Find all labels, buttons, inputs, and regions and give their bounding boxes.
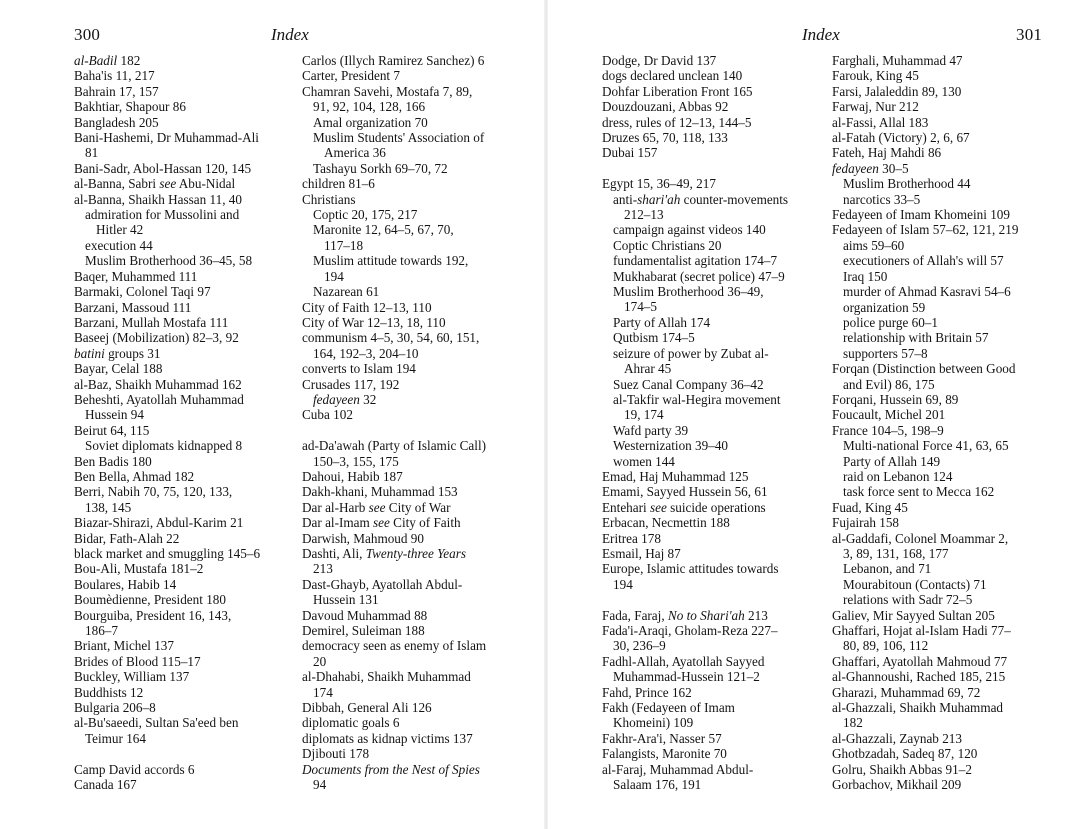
index-subentry: Mukhabarat (secret police) 47–9	[613, 268, 785, 284]
index-subentry: Iraq 150	[843, 268, 888, 284]
index-entry: al-Ghannoushi, Rached 185, 215	[832, 669, 1006, 685]
index-subentry: Coptic 20, 175, 217	[313, 207, 418, 223]
index-subentry: seizure of power by Zubat al- Ahrar 45	[613, 345, 769, 377]
index-entry: Beheshti, Ayatollah Muhammad Hussein 94	[74, 391, 244, 423]
index-entry: Baha'is 11, 217	[74, 68, 155, 84]
index-entry: al-Fatah (Victory) 2, 6, 67	[832, 130, 970, 146]
index-entry: Bakhtiar, Shapour 86	[74, 99, 186, 115]
index-entry: Boulares, Habib 14	[74, 576, 177, 592]
index-entry: Fedayeen of Imam Khomeini 109	[832, 207, 1010, 223]
index-entry: Fadhl-Allah, Ayatollah Sayyed Muhammad-Hussein 121–2	[602, 653, 765, 685]
index-entry: Biazar-Shirazi, Abdul-Karim 21	[74, 515, 244, 531]
index-entry: Egypt 15, 36–49, 217	[602, 176, 716, 192]
letter-gap	[602, 592, 838, 607]
index-entry: ad-Da'awah (Party of Islamic Call) 150–3, 155, 175	[302, 438, 487, 469]
index-entry: Druzes 65, 70, 118, 133	[602, 130, 728, 146]
running-head: Index	[271, 25, 309, 44]
index-entry: France 104–5, 198–9	[832, 422, 944, 438]
index-entry: Erbacan, Necmettin 188	[602, 515, 730, 531]
index-entry: Chamran Savehi, Mostafa 7, 89, 91, 92, 104, 128, 166	[302, 83, 473, 115]
index-entry: Barzani, Massoud 111	[74, 299, 192, 315]
index-entry: Darwish, Mahmoud 90	[302, 530, 424, 546]
index-entry: Dahoui, Habib 187	[302, 468, 403, 484]
index-entry: Brides of Blood 115–17	[74, 653, 201, 669]
letter-gap	[602, 161, 838, 176]
index-entry: dress, rules of 12–13, 144–5	[602, 114, 752, 130]
index-entry: al-Bu'saeedi, Sultan Sa'eed ben Teimur 164	[74, 715, 239, 746]
index-entry: al-Gaddafi, Colonel Moammar 2, 3, 89, 131, 168, 177	[832, 530, 1009, 561]
index-entry: al-Banna, Sabri see Abu-Nidal	[74, 176, 236, 192]
index-entry: Eritrea 178	[602, 530, 661, 546]
index-subentry: supporters 57–8	[843, 345, 928, 361]
index-entry: Bourguiba, President 16, 143, 186–7	[74, 607, 232, 639]
index-entry: Beirut 64, 115	[74, 422, 150, 438]
index-subentry: Qutbism 174–5	[613, 330, 695, 346]
index-entry: communism 4–5, 30, 54, 60, 151, 164, 192–3, 204–10	[302, 330, 480, 361]
index-entry: Bahrain 17, 157	[74, 83, 159, 99]
index-entry: Dast-Ghayb, Ayatollah Abdul- Hussein 131	[302, 576, 463, 608]
index-entry: batini groups 31	[74, 345, 161, 361]
index-entry: Barzani, Mullah Mostafa 111	[74, 314, 229, 330]
index-column	[602, 53, 838, 792]
index-subentry: Tashayu Sorkh 69–70, 72	[313, 160, 448, 176]
index-entry: Bidar, Fath-Alah 22	[74, 530, 180, 546]
index-entry: Briant, Michel 137	[74, 638, 174, 654]
index-entry: al-Ghazzali, Zaynab 213	[832, 730, 962, 746]
index-entry: black market and smuggling 145–6	[74, 546, 261, 561]
index-entry: Djibouti 178	[302, 746, 370, 762]
index-entry: Fedayeen of Islam 57–62, 121, 219	[832, 222, 1019, 238]
index-entry: Buckley, William 137	[74, 669, 190, 685]
index-entry: Dashti, Ali, Twenty-three Years 213	[302, 545, 466, 577]
page-number: 301	[1016, 25, 1043, 44]
index-entry: Dar al-Imam see City of Faith	[302, 515, 461, 531]
index-entry: Carlos (Illych Ramirez Sanchez) 6	[302, 53, 485, 68]
index-entry: Fada'i-Araqi, Gholam-Reza 227– 30, 236–9	[602, 623, 778, 654]
index-subentry: Westernization 39–40	[613, 438, 729, 454]
index-entry: Documents from the Nest of Spies 94	[302, 761, 480, 793]
index-entry: al-Dhahabi, Shaikh Muhammad 174	[302, 669, 471, 700]
index-subentry: fedayeen 32	[313, 391, 377, 407]
index-entry: Ben Bella, Ahmad 182	[74, 468, 195, 484]
index-entry: Ghotbzadah, Sadeq 87, 120	[832, 746, 978, 762]
index-entry: al-Baz, Shaikh Muhammad 162	[74, 376, 242, 392]
index-entry: al-Faraj, Muhammad Abdul- Salaam 176, 191	[602, 761, 754, 793]
index-subentry: Mourabitoun (Contacts) 71	[843, 576, 987, 592]
index-entry: converts to Islam 194	[302, 361, 416, 377]
index-entry: Baqer, Muhammed 111	[74, 268, 198, 284]
index-entry: Canada 167	[74, 777, 137, 793]
index-subentry: Party of Allah 174	[613, 314, 711, 330]
index-entry: Christians	[302, 191, 356, 207]
index-entry: Berri, Nabih 70, 75, 120, 133, 138, 145	[74, 484, 233, 515]
index-subentry: Muslim Students' Association of America 36	[313, 130, 485, 161]
index-entry: Douzdouzani, Abbas 92	[602, 99, 729, 115]
index-entry: Farghali, Muhammad 47	[832, 53, 963, 68]
index-subentry: police purge 60–1	[843, 314, 938, 330]
index-entry: Boumèdienne, President 180	[74, 592, 226, 608]
index-entry: Ben Badis 180	[74, 453, 152, 469]
index-entry: Farwaj, Nur 212	[832, 99, 919, 115]
index-entry: Emad, Haj Muhammad 125	[602, 468, 749, 484]
index-entry: Davoud Muhammad 88	[302, 607, 428, 623]
index-entry: Ghaffari, Hojat al-Islam Hadi 77– 80, 89, 106, 112	[832, 623, 1011, 654]
index-entry: al-Ghazzali, Shaikh Muhammad 182	[832, 700, 1004, 731]
index-entry: Bangladesh 205	[74, 114, 159, 130]
index-entry: Fujairah 158	[832, 515, 900, 531]
index-entry: Bou-Ali, Mustafa 181–2	[74, 561, 204, 577]
index-entry: Forqani, Hussein 69, 89	[832, 391, 959, 407]
index-entry: fedayeen 30–5	[832, 160, 909, 176]
index-entry: Buddhists 12	[74, 684, 144, 700]
index-entry: Fada, Faraj, No to Shari'ah 213	[602, 607, 768, 623]
index-entry: Fakh (Fedayeen of Imam Khomeini) 109	[602, 700, 735, 731]
index-entry: Europe, Islamic attitudes towards 194	[602, 561, 779, 592]
index-entry: Dubai 157	[602, 145, 658, 161]
index-subentry: murder of Ahmad Kasravi 54–6	[843, 284, 1011, 300]
index-entry: Forqan (Distinction between Good and Evil) 86, 175	[832, 361, 1016, 392]
index-entry: Cuba 102	[302, 407, 353, 423]
index-entry: children 81–6	[302, 176, 375, 192]
index-entry: Fateh, Haj Mahdi 86	[832, 145, 942, 161]
index-entry: al-Fassi, Allal 183	[832, 114, 929, 130]
index-column	[74, 53, 310, 792]
index-subentry: Muslim attitude towards 192, 194	[313, 253, 469, 284]
index-subentry: Nazarean 61	[313, 284, 380, 300]
index-entry: Ghaffari, Ayatollah Mahmoud 77	[832, 653, 1008, 669]
index-entry: Crusades 117, 192	[302, 376, 400, 392]
index-entry: City of War 12–13, 18, 110	[302, 314, 446, 330]
index-subentry: campaign against videos 140	[613, 222, 766, 238]
index-entry: Entehari see suicide operations	[602, 499, 766, 515]
index-subentry: Lebanon, and 71	[843, 561, 932, 577]
index-entry: democracy seen as enemy of Islam 20	[302, 638, 487, 669]
index-subentry: task force sent to Mecca 162	[843, 484, 995, 500]
index-entry: al-Badil 182	[74, 53, 141, 68]
index-subentry: admiration for Mussolini and Hitler 42	[85, 207, 240, 238]
index-subentry: women 144	[613, 453, 675, 469]
index-subentry: executioners of Allah's will 57	[843, 253, 1004, 269]
index-entry: diplomats as kidnap victims 137	[302, 730, 473, 746]
index-entry: diplomatic goals 6	[302, 715, 400, 731]
letter-gap	[74, 746, 310, 761]
index-subentry: anti-shari'ah counter-movements 212–13	[613, 191, 789, 223]
index-subentry: relationship with Britain 57	[843, 330, 989, 346]
index-entry: Farsi, Jalaleddin 89, 130	[832, 83, 962, 99]
running-head: Index	[802, 25, 840, 44]
index-entry: Foucault, Michel 201	[832, 407, 946, 423]
index-entry: Gharazi, Muhammad 69, 72	[832, 684, 981, 700]
index-subentry: Suez Canal Company 36–42	[613, 376, 764, 392]
index-entry: Fakhr-Ara'i, Nasser 57	[602, 730, 722, 746]
index-subentry: fundamentalist agitation 174–7	[613, 253, 778, 269]
index-entry: Dohfar Liberation Front 165	[602, 83, 753, 99]
index-subentry: al-Takfir wal-Hegira movement 19, 174	[613, 391, 781, 423]
index-entry: Bani-Hashemi, Dr Muhammad-Ali 81	[74, 130, 259, 161]
index-column	[302, 53, 538, 792]
index-entry: al-Banna, Shaikh Hassan 11, 40	[74, 191, 242, 207]
index-entry: Dakh-khani, Muhammad 153	[302, 484, 458, 500]
index-entry: Dar al-Harb see City of War	[302, 499, 451, 515]
index-entry: City of Faith 12–13, 110	[302, 299, 432, 315]
index-subentry: aims 59–60	[843, 237, 905, 253]
index-subentry: Soviet diplomats kidnapped 8	[85, 438, 243, 454]
index-entry: Bayar, Celal 188	[74, 361, 163, 377]
index-entry: Carter, President 7	[302, 68, 400, 84]
index-subentry: organization 59	[843, 299, 926, 315]
index-subentry: raid on Lebanon 124	[843, 468, 953, 484]
index-subentry: Wafd party 39	[613, 422, 689, 438]
index-entry: Fuad, King 45	[832, 499, 908, 515]
right-page	[546, 0, 1092, 829]
index-entry: Bani-Sadr, Abol-Hassan 120, 145	[74, 160, 252, 176]
index-subentry: Coptic Christians 20	[613, 237, 722, 253]
index-entry: Falangists, Maronite 70	[602, 746, 727, 762]
letter-gap	[302, 423, 538, 438]
index-subentry: Maronite 12, 64–5, 67, 70, 117–18	[313, 222, 454, 253]
index-entry: Gorbachov, Mikhail 209	[832, 777, 962, 793]
index-entry: dogs declared unclean 140	[602, 68, 743, 84]
index-column	[832, 53, 1068, 793]
index-entry: Baseej (Mobilization) 82–3, 92	[74, 330, 239, 346]
index-entry: Camp David accords 6	[74, 761, 195, 777]
index-entry: Bulgaria 206–8	[74, 700, 156, 716]
index-entry: Demirel, Suleiman 188	[302, 623, 425, 639]
index-entry: Dodge, Dr David 137	[602, 53, 717, 68]
index-subentry: Muslim Brotherhood 44	[843, 176, 971, 192]
index-entry: Esmail, Haj 87	[602, 545, 681, 561]
index-entry: Golru, Shaikh Abbas 91–2	[832, 761, 972, 777]
index-entry: Farouk, King 45	[832, 68, 919, 84]
index-subentry: Multi-national Force 41, 63, 65	[843, 438, 1009, 454]
index-entry: Galiev, Mir Sayyed Sultan 205	[832, 607, 995, 623]
index-subentry: Muslim Brotherhood 36–45, 58	[85, 253, 253, 269]
index-subentry: Party of Allah 149	[843, 453, 941, 469]
index-subentry: execution 44	[85, 237, 153, 253]
index-entry: Dibbah, General Ali 126	[302, 700, 432, 716]
index-subentry: narcotics 33–5	[843, 191, 921, 207]
index-subentry: Amal organization 70	[313, 114, 428, 130]
index-subentry: Muslim Brotherhood 36–49, 174–5	[613, 284, 764, 315]
index-entry: Emami, Sayyed Hussein 56, 61	[602, 484, 768, 500]
index-entry: Fahd, Prince 162	[602, 684, 692, 700]
page-number: 300	[74, 25, 101, 44]
index-entry: Barmaki, Colonel Taqi 97	[74, 284, 211, 300]
index-subentry: relations with Sadr 72–5	[843, 592, 973, 608]
